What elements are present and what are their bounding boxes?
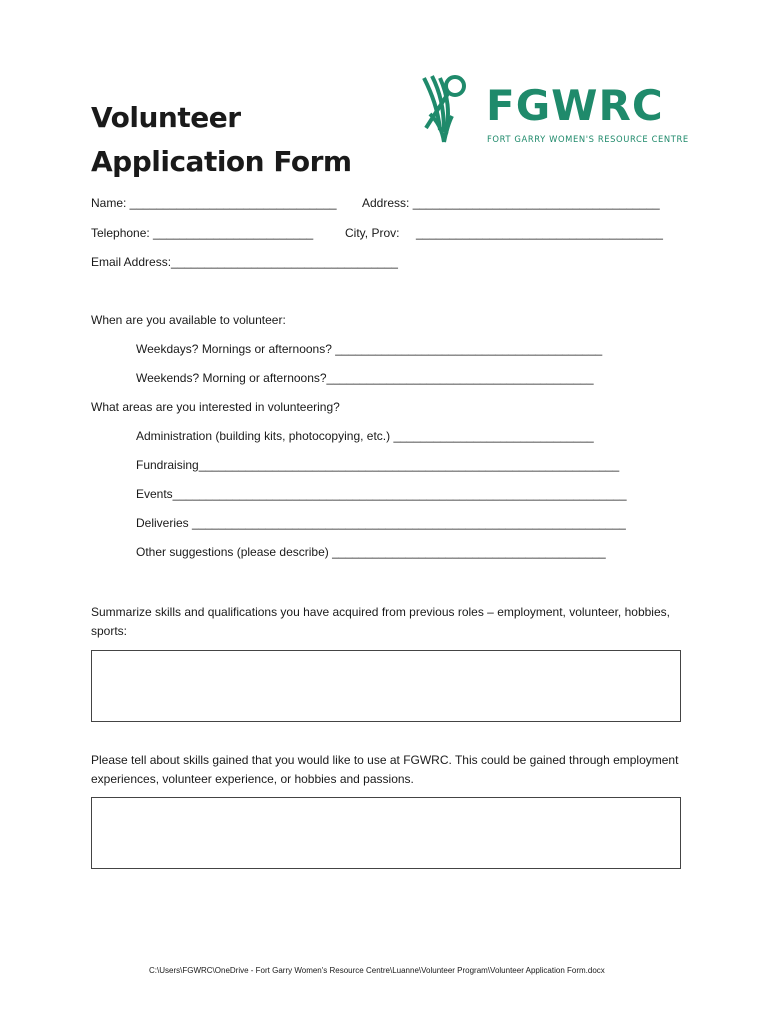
administration-field[interactable]: Administration (building kits, photocopying, etc.) ______________________________ — [136, 429, 594, 443]
page-title: Volunteer Application Form — [91, 101, 352, 178]
name-field[interactable]: Name: _______________________________ — [91, 196, 337, 210]
city-prov-field[interactable]: _____________________________________ — [416, 226, 663, 240]
city-prov-label: City, Prov: — [345, 226, 400, 240]
weekdays-field[interactable]: Weekdays? Mornings or afternoons? ________________________________________ — [136, 342, 603, 356]
telephone-field[interactable]: Telephone: ________________________ — [91, 226, 314, 240]
skills-to-use-textbox[interactable] — [91, 797, 681, 869]
availability-question: When are you available to volunteer: — [91, 313, 286, 327]
events-field[interactable]: Events____________________________________________________________________ — [136, 487, 627, 501]
skills-textbox[interactable] — [91, 650, 681, 722]
brand-subtitle: FORT GARRY WOMEN'S RESOURCE CENTRE — [487, 134, 689, 144]
fundraising-field[interactable]: Fundraising_______________________________________________________________ — [136, 458, 620, 472]
interests-question: What areas are you interested in volunteering? — [91, 400, 340, 414]
other-suggestions-field[interactable]: Other suggestions (please describe) _________________________________________ — [136, 545, 606, 559]
figure-with-ring-icon — [418, 72, 470, 146]
weekends-field[interactable]: Weekends? Morning or afternoons?________________________________________ — [136, 371, 594, 385]
address-field[interactable]: Address: _____________________________________ — [362, 196, 660, 210]
footer-file-path: C:\Users\FGWRC\OneDrive - Fort Garry Women's Resource Centre\Luanne\Volunteer Program\Volunteer Application Form.docx — [149, 966, 605, 975]
brand-name: FGWRC — [486, 81, 664, 130]
email-field[interactable]: Email Address:__________________________________ — [91, 255, 398, 269]
skills-prompt: Summarize skills and qualifications you have acquired from previous roles – employment, volunteer, hobbies, sports: — [91, 605, 670, 638]
skills-to-use-prompt: Please tell about skills gained that you would like to use at FGWRC. This could be gained through employment experiences, volunteer experience, or hobbies and passions. — [91, 753, 679, 786]
deliveries-field[interactable]: Deliveries _________________________________________________________________ — [136, 516, 626, 530]
